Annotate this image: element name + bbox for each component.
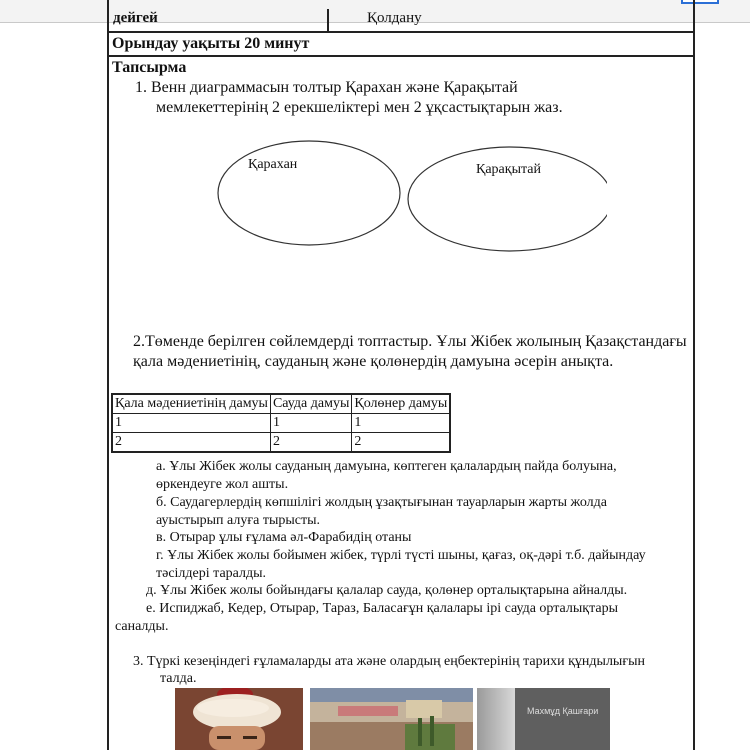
portrait-drawing [175,688,303,750]
document-page [107,0,695,750]
table-cell[interactable]: 1 [270,414,351,433]
task-title: Тапсырма [112,59,187,76]
book-spine [477,688,515,750]
table-cell[interactable]: 2 [112,433,270,453]
statement-line: өркендеуге жол ашты. [156,476,289,492]
question-1-number: 1. [135,79,147,96]
previous-row-right-cell: Қолдану [367,10,422,26]
statement-line: ауыстырып алуға тырысты. [156,512,320,528]
city-view-image [310,688,473,750]
statement-d [156,547,646,582]
venn-diagram [217,140,607,260]
scholar-portrait-image [175,688,303,750]
table-cell[interactable]: 1 [112,414,270,433]
statement-line: тәсілдері таралды. [156,565,267,581]
grouping-table [111,393,451,453]
previous-row-left-cell: дейгей [113,10,158,26]
statement-b [156,494,607,529]
table-header-row [112,394,450,414]
table-header: Қолөнер дамуы [352,394,450,414]
table-header: Қала мәдениетінің дамуы [112,394,270,414]
statement-line: саналды. [115,618,169,634]
statement-line: д. Ұлы Жібек жолы бойындағы қалалар сауда, қолөнер орталықтарына айналды. [146,583,628,598]
statement-line: е. Испиджаб, Кедер, Отырар, Тараз, Баласағұн қалалары ірі сауда орталықтары [146,601,618,616]
statement-line: г. Ұлы Жібек жолы бойымен жібек, түрлі түсті шыны, қағаз, оқ-дәрі т.б. дайындау [156,548,646,563]
question-1-line2: мемлекеттерінің 2 ерекшеліктері мен 2 ұқсастықтарын жаз. [156,99,563,116]
statement-line: а. Ұлы Жібек жолы сауданың дамуына, көптеген қалалардың пайда болуына, [156,459,617,474]
question-1 [135,78,675,118]
statement-c [156,529,411,547]
statement-line: б. Саудагерлердің көпшілігі жолдың ұзақтығынан тауарларын жарты жолда [156,495,607,510]
venn-right-label: Қарақытай [476,162,541,177]
table-cell[interactable]: 2 [352,433,450,453]
table-cell[interactable]: 2 [270,433,351,453]
cell-divider [327,9,329,31]
book-cover-caption: Махмұд Қашғари [527,706,599,716]
question-1-line1: Венн диаграммасын толтыр Қарахан және Қарақытай [151,79,518,96]
venn-left-circle [218,141,400,245]
table-cell[interactable]: 1 [352,414,450,433]
table-header: Сауда дамуы [270,394,351,414]
statement-e [146,582,627,600]
question-3-line1: 3. Түркі кезеңіндегі ғұламаларды ата және олардың еңбектерінің тарихи құндылығын [133,654,645,669]
statement-f [115,600,618,635]
time-row [109,33,693,57]
city-drawing [310,688,473,750]
statement-line: в. Отырар ұлы ғұлама әл-Фарабидің отаны [156,530,412,545]
statement-a [156,458,617,493]
previous-table-row [109,9,693,33]
time-label: Орындау уақыты 20 минут [112,35,310,52]
question-3-line2: талда. [160,671,197,686]
table-row [112,433,450,453]
venn-left-label: Қарахан [248,157,298,172]
table-row [112,414,450,433]
question-3 [133,653,693,687]
book-cover-image [477,688,610,750]
question-2: 2.Төменде берілген сөйлемдерді топтастыр. Ұлы Жібек жолының Қазақстандағы қала мәдениетінің, сауданың және қолөнердің дамуына әсерін анықта. [133,333,687,370]
